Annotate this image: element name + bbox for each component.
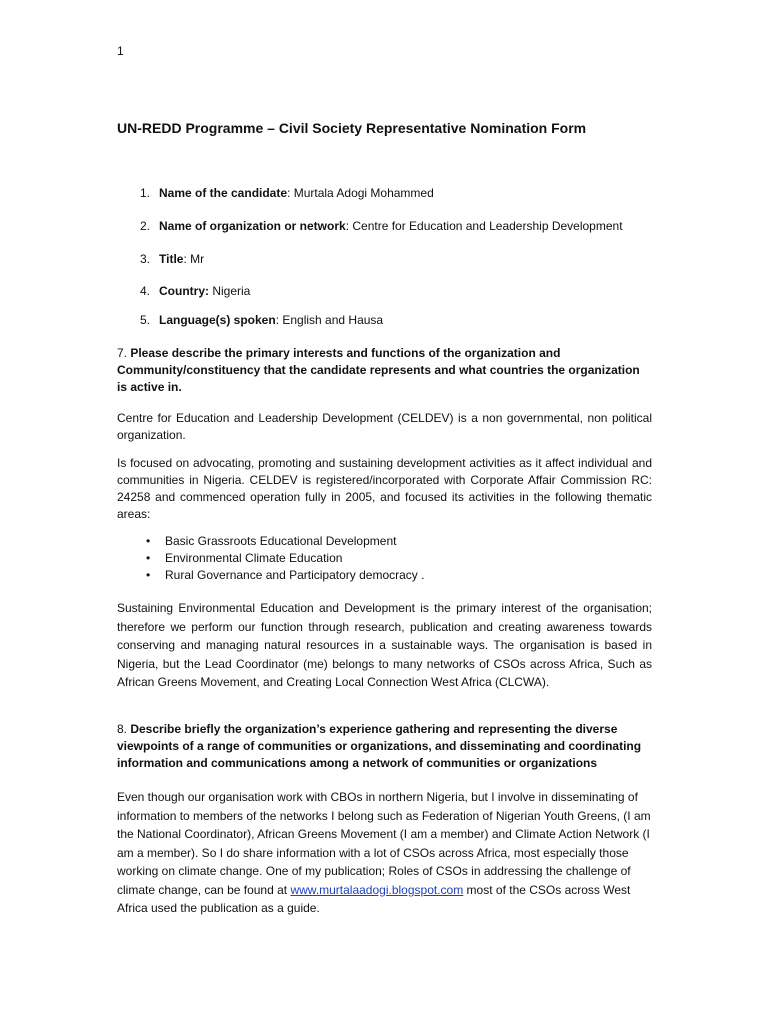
field-separator: : (275, 313, 283, 327)
q8-text-after-link: most of the CSOs across West Africa used the publication as a guide. (117, 882, 631, 915)
field-number: 1. (140, 186, 151, 200)
field-number: 4. (140, 284, 151, 298)
field-label: Name of the candidate (159, 186, 288, 200)
q8-paragraph (117, 788, 652, 918)
bullet-icon: • (146, 534, 151, 548)
question-text: Please describe the primary interests and functions of the organization and Community/constituency that the candidate represents and what countries the organization is active in. (117, 346, 640, 394)
field-separator: : (287, 186, 294, 200)
field-separator: : (183, 252, 191, 266)
field-value: Mr (190, 252, 205, 266)
field-separator: : (345, 219, 353, 233)
field-number: 2. (140, 219, 151, 233)
field-title (140, 252, 204, 266)
bullet-icon: • (146, 551, 151, 565)
field-candidate-name (140, 186, 434, 200)
field-value: English and Hausa (282, 313, 384, 327)
field-value: Centre for Education and Leadership Development (352, 219, 623, 233)
list-item: • Environmental Climate Education (146, 551, 343, 565)
question-text: Describe briefly the organization’s experience gathering and representing the diverse viewpoints of a range of communities or organizations, and disseminating and coordinating information and communications among a network of communities or organizations (117, 722, 642, 770)
page-number: 1 (117, 44, 124, 58)
question-number: 7. (117, 346, 131, 360)
field-label: Country: (159, 284, 209, 298)
field-organization (140, 219, 623, 233)
q7-paragraph-2: Is focused on advocating, promoting and sustaining development activities as it affect individual and communities in Nigeria. CELDEV is registered/incorporated with Corporate Affair Commission RC: 24258 and commenced operation fully in 2005, and focused its activities in the following thematic areas: (117, 456, 652, 521)
q7-paragraph-3: Sustaining Environmental Education and Development is the primary interest of the organisation; therefore we perform our function through research, publication and creating awareness towards conserving and managing natural resources in a sustainable ways. The organisation is based in Nigeria, but the Lead Coordinator (me) belongs to many networks of CSOs across Africa, Such as African Greens Movement, and Creating Local Connection West Africa (CLCWA). (117, 601, 652, 689)
q8-text-before-link: Even though our organisation work with CBOs in northern Nigeria, but I involve in disseminating of information to members of the networks I belong such as Federation of Nigerian Youth Greens, (I am the National Coordinator), African Greens Movement (I am a member) and Climate Action Network (I am a member). So I do share information with a lot of CSOs across Africa, most especially those working on climate change. One of my publication; Roles of CSOs in addressing the challenge of climate change, can be found at (117, 790, 651, 897)
field-value: Nigeria (212, 284, 251, 298)
field-label: Name of organization or network (159, 219, 346, 233)
question-number: 8. (117, 722, 131, 736)
question-8 (117, 721, 652, 772)
q7-paragraph-1: Centre for Education and Leadership Development (CELDEV) is a non governmental, non political organization. (117, 411, 652, 442)
field-value: Murtala Adogi Mohammed (293, 186, 434, 200)
field-label: Language(s) spoken (159, 313, 276, 327)
field-label: Title (159, 252, 184, 266)
field-number: 3. (140, 252, 151, 266)
form-title: UN-REDD Programme – Civil Society Representative Nomination Form (117, 120, 587, 136)
question-7 (117, 345, 652, 396)
field-country (140, 284, 250, 298)
thematic-areas-list (146, 533, 424, 584)
field-number: 5. (140, 313, 151, 327)
blog-link[interactable]: www.murtalaadogi.blogspot.com (290, 882, 464, 897)
bullet-icon: • (146, 568, 151, 582)
list-item: • Rural Governance and Participatory democracy . (146, 568, 425, 582)
list-item: • Basic Grassroots Educational Development (146, 534, 397, 548)
field-languages (140, 313, 383, 327)
